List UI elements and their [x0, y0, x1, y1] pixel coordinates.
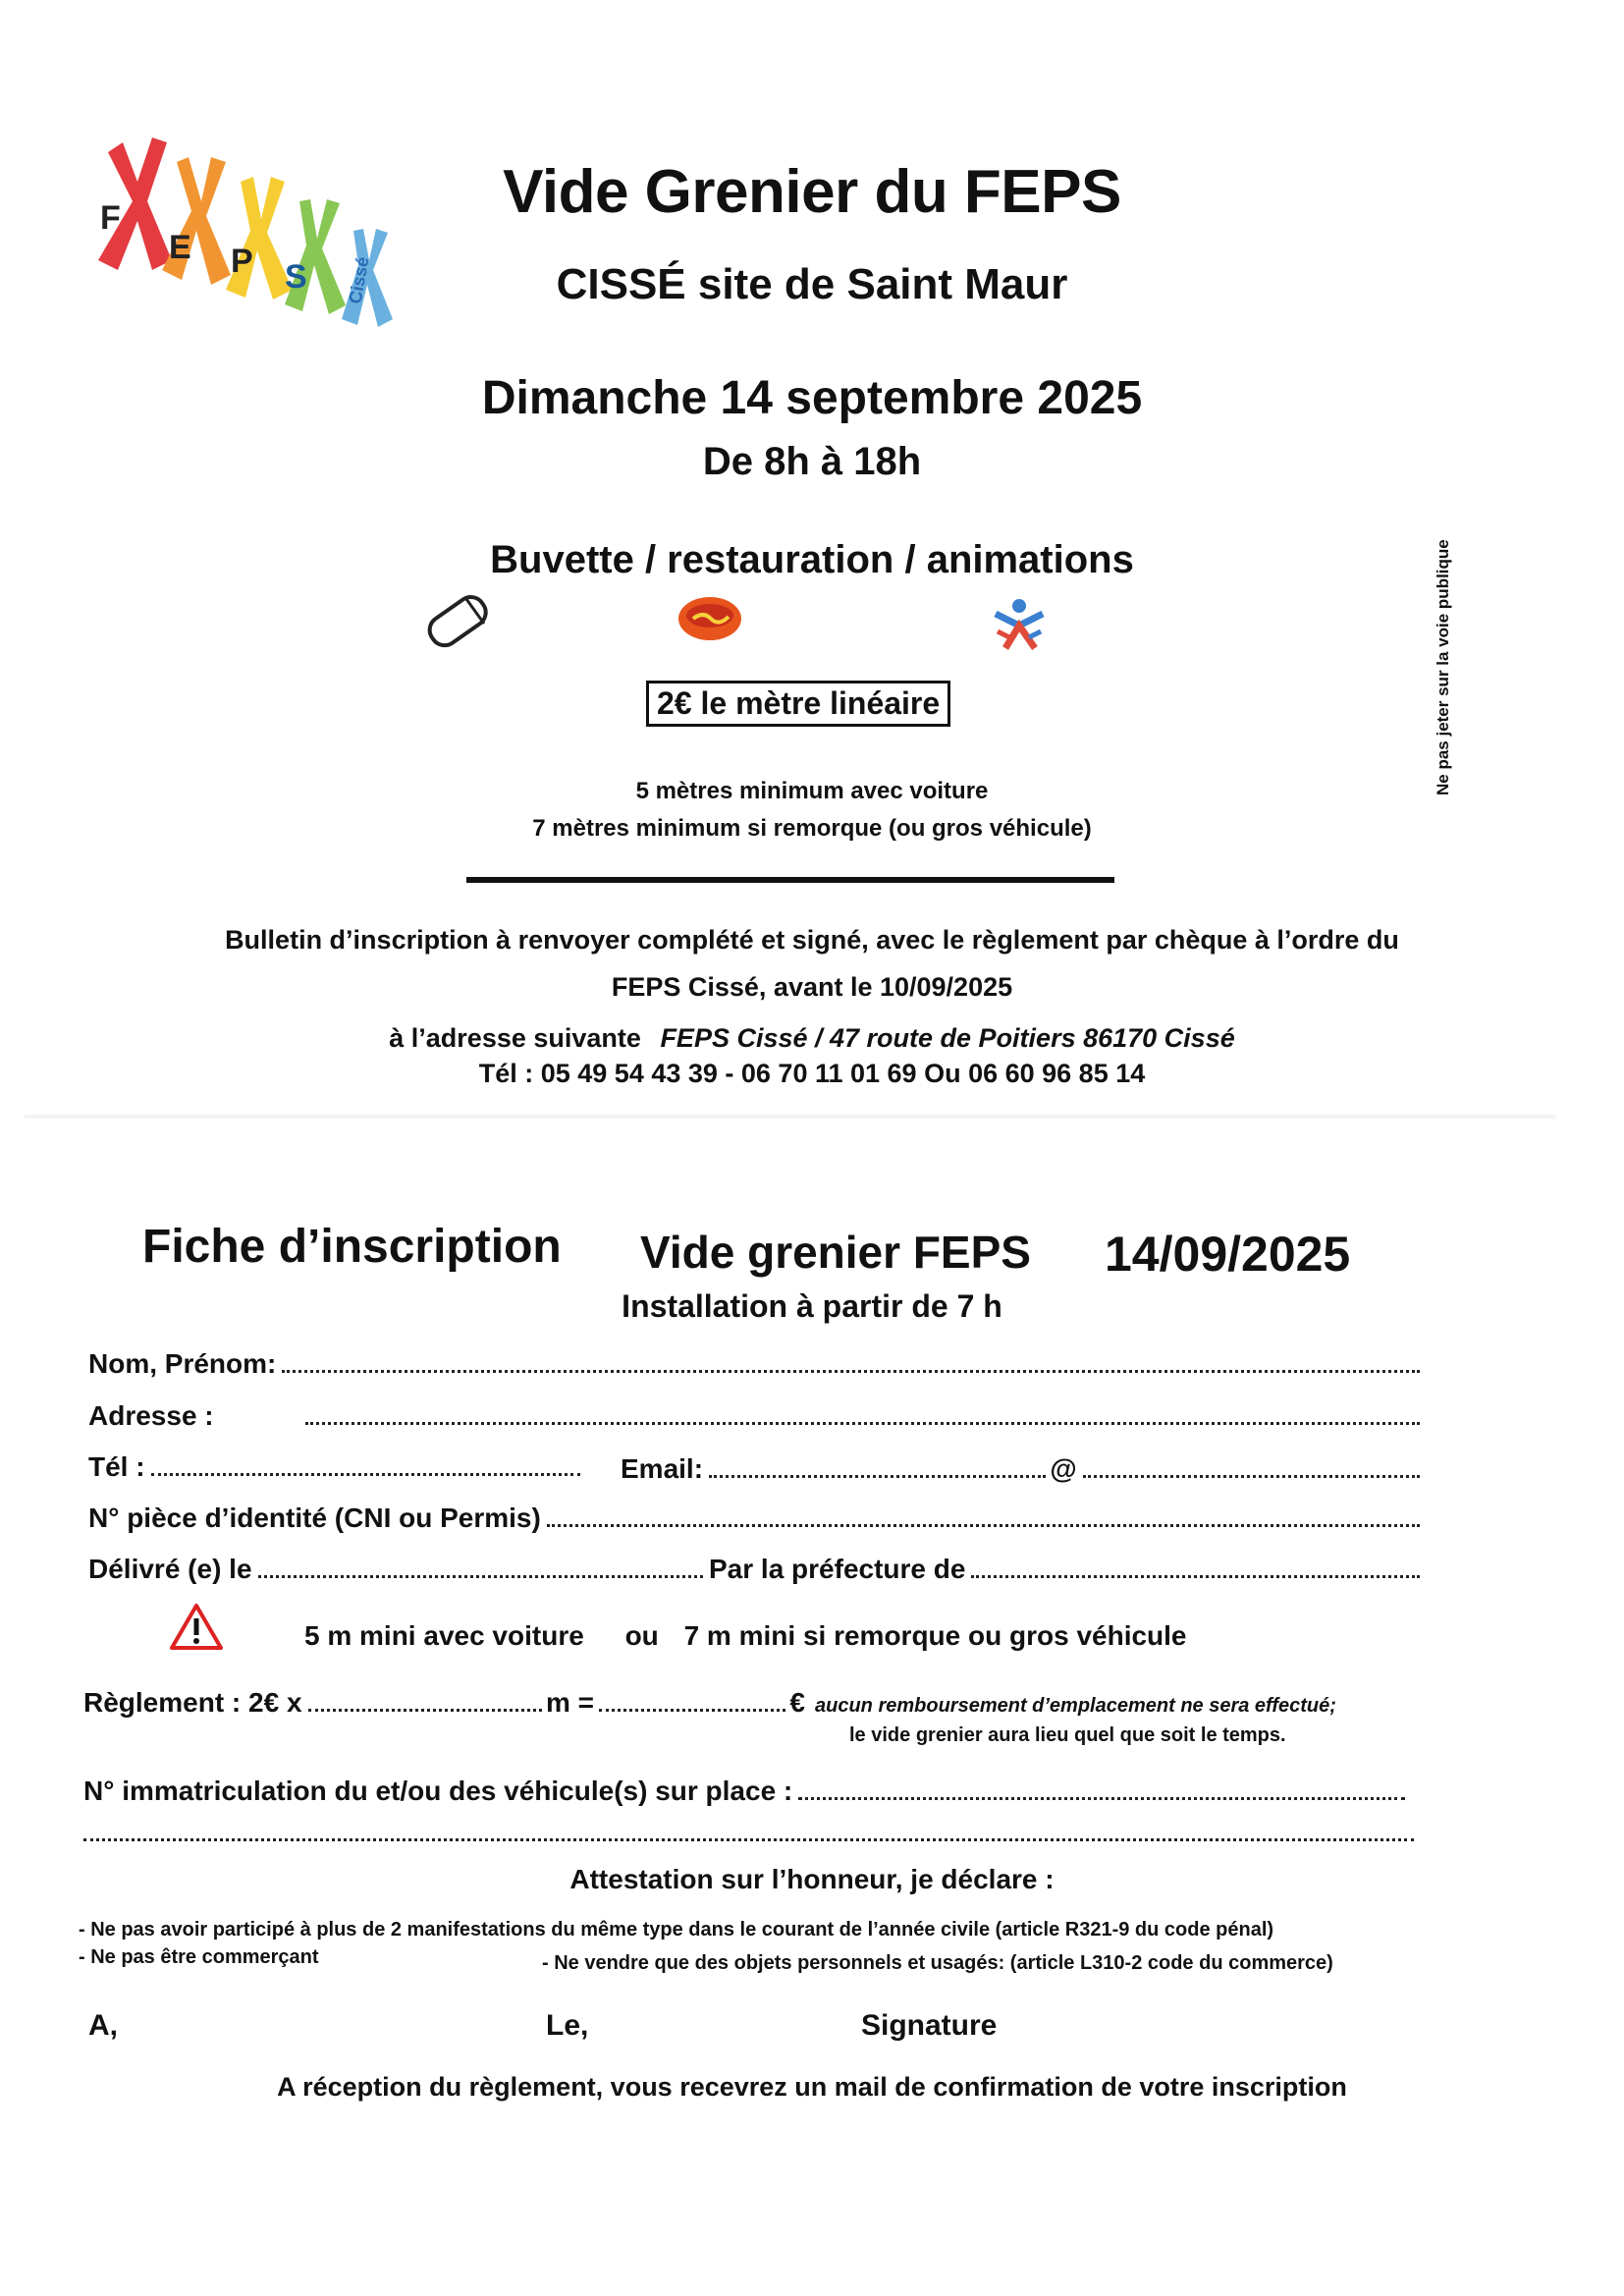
attestation-heading — [0, 1864, 1624, 1895]
warning-text — [304, 1620, 1187, 1652]
confirmation-note: A réception du règlement, vous recevrez un mail de confirmation de votre inscription — [277, 2072, 1347, 2102]
bulletin-address-line — [0, 1023, 1624, 1054]
plate-field-extra[interactable] — [83, 1838, 1414, 1841]
payment-meters-field[interactable] — [308, 1705, 542, 1712]
address-field[interactable] — [305, 1418, 1420, 1425]
tel-label: Tél : — [88, 1451, 145, 1482]
id-field-row — [88, 1503, 1424, 1534]
address-text: FEPS Cissé / 47 route de Poitiers 86170 Cissé — [660, 1023, 1235, 1053]
vertical-disposal-note: Ne pas jeter sur la voie publique — [1434, 539, 1452, 795]
bulletin-line-1: Bulletin d’inscription à renvoyer complété et signé, avec le règlement par chèque à l’ordre du — [225, 925, 1399, 955]
logo-text-cisse: Cissé — [345, 255, 373, 305]
signature-label: Signature — [861, 2009, 998, 2042]
hotdog-icon — [676, 589, 744, 646]
bulletin-line-2: FEPS Cissé, avant le 10/09/2025 — [611, 972, 1013, 1002]
plate-field[interactable] — [798, 1793, 1405, 1800]
header-divider — [466, 877, 1114, 883]
warning-car: 5 m mini avec voiture — [304, 1620, 584, 1651]
section-separator — [25, 1115, 1556, 1119]
id-label: N° pièce d’identité (CNI ou Permis) — [88, 1503, 541, 1533]
name-label: Nom, Prénom: — [88, 1348, 277, 1379]
id-field[interactable] — [547, 1520, 1420, 1527]
warning-trailer: 7 m mini si remorque ou gros véhicule — [683, 1620, 1187, 1651]
name-field[interactable] — [282, 1366, 1420, 1373]
payment-row — [83, 1687, 594, 1719]
form-event-name: Vide grenier FEPS — [640, 1227, 1031, 1278]
date-label: Le, — [546, 2009, 589, 2042]
address-field-row — [88, 1400, 1424, 1432]
contact-phones: Tél : 05 49 54 43 39 - 06 70 11 01 69 Ou 06 60 96 85 14 — [478, 1059, 1146, 1088]
declaration-2: - Ne pas être commerçant — [79, 1946, 319, 1968]
place-label: A, — [88, 2009, 118, 2042]
address-label: à l’adresse suivante — [389, 1023, 641, 1053]
installation-time: Installation à partir de 7 h — [622, 1288, 1002, 1324]
issued-field-row — [88, 1554, 707, 1585]
price-box: 2€ le mètre linéaire — [646, 681, 950, 727]
logo-letter-s: S — [285, 258, 307, 296]
issued-label: Délivré (e) le — [88, 1554, 252, 1584]
prefecture-field-row — [709, 1554, 1424, 1585]
services-line: Buvette / restauration / animations — [490, 538, 1134, 581]
declaration-3: - Ne vendre que des objets personnels et usagés: (article L310-2 code du commerce) — [542, 1952, 1333, 1974]
prefecture-field[interactable] — [971, 1571, 1420, 1578]
refund-note: aucun remboursement d’emplacement ne sera effectué; — [815, 1695, 1336, 1717]
warning-or: ou — [624, 1620, 659, 1651]
email-field-row — [621, 1453, 1424, 1485]
email-field-user[interactable] — [709, 1471, 1046, 1478]
logo-letter-p: P — [231, 243, 253, 280]
location-subtitle: CISSÉ site de Saint Maur — [556, 260, 1068, 308]
attestation-declare: je déclare : — [902, 1864, 1055, 1894]
attestation-title: Attestation sur l’honneur, — [569, 1864, 903, 1894]
email-at-sign: @ — [1050, 1453, 1077, 1484]
address-label-field: Adresse : — [88, 1400, 214, 1431]
logo-letter-e: E — [169, 229, 191, 266]
declaration-1: - Ne pas avoir participé à plus de 2 manifestations du même type dans le courant de l’année civile (article R321-9 du code pénal) — [79, 1919, 1274, 1941]
email-field-domain[interactable] — [1083, 1471, 1420, 1478]
weather-note: le vide grenier aura lieu quel que soit le temps. — [849, 1724, 1286, 1746]
event-hours: De 8h à 18h — [702, 440, 922, 483]
can-icon — [417, 584, 501, 658]
warning-icon — [169, 1603, 224, 1652]
issued-field[interactable] — [258, 1571, 703, 1578]
plate-label: N° immatriculation du et/ou des véhicule(s) sur place : — [83, 1776, 793, 1806]
payment-m-equals: m = — [545, 1687, 594, 1718]
min-car-text: 5 mètres minimum avec voiture — [635, 778, 989, 804]
name-field-row — [88, 1348, 1424, 1380]
prefecture-label: Par la préfecture de — [709, 1554, 966, 1584]
payment-euro: € — [789, 1687, 805, 1718]
animations-icon — [988, 594, 1052, 653]
tel-field-row — [88, 1451, 584, 1483]
email-label: Email: — [621, 1453, 704, 1484]
tel-field[interactable] — [151, 1469, 580, 1476]
payment-label: Règlement : 2€ x — [83, 1687, 302, 1718]
logo-letter-f: F — [100, 199, 121, 237]
event-date: Dimanche 14 septembre 2025 — [481, 372, 1143, 424]
min-trailer-text: 7 mètres minimum si remorque (ou gros véhicule) — [532, 815, 1092, 842]
page-title: Vide Grenier du FEPS — [503, 158, 1121, 226]
form-title: Fiche d’inscription — [142, 1221, 562, 1273]
payment-amount-row — [599, 1687, 805, 1719]
plate-field-row — [83, 1776, 1409, 1807]
payment-amount-field[interactable] — [599, 1705, 785, 1712]
form-event-date: 14/09/2025 — [1105, 1227, 1351, 1282]
